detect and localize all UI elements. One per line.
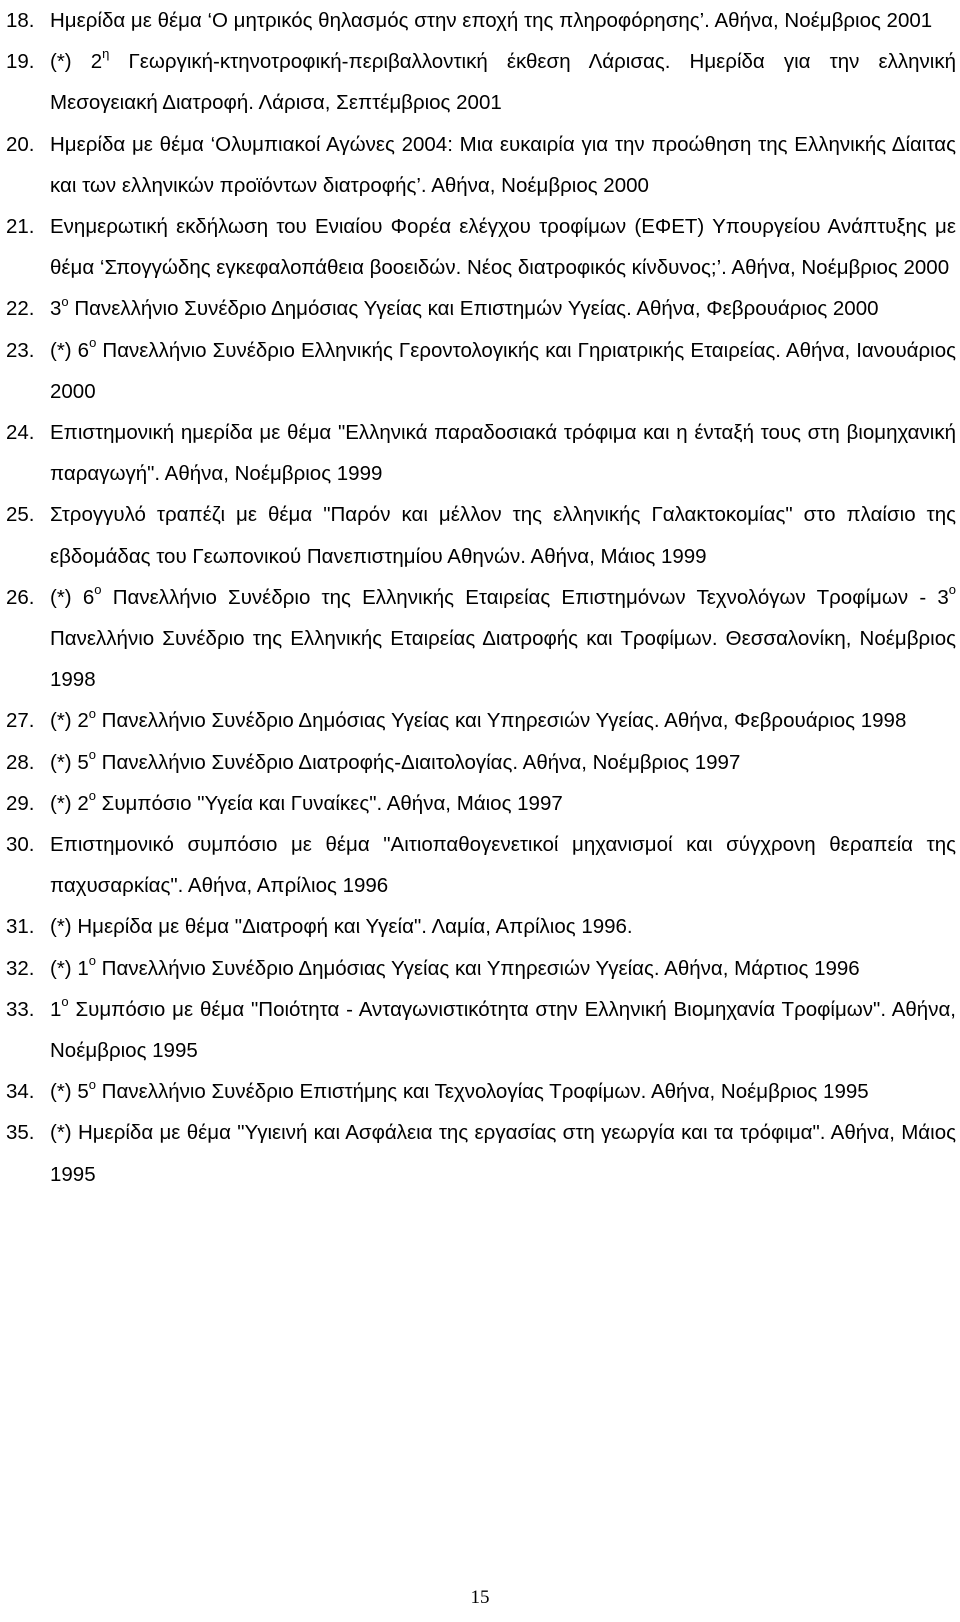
item-number: 32. bbox=[6, 956, 35, 980]
list-item bbox=[0, 700, 956, 741]
page-number: 15 bbox=[470, 1587, 490, 1608]
list-item bbox=[0, 948, 956, 989]
list-item bbox=[0, 989, 956, 1071]
list-item bbox=[0, 124, 956, 206]
item-number: 22. bbox=[6, 297, 35, 321]
item-number: 21. bbox=[6, 215, 35, 239]
item-text: Επιστημονική ημερίδα με θέμα "Ελληνικά παραδοσιακά τρόφιμα και η ένταξή τους στη βιομηχανική παραγωγή". Αθήνα, Νοέμβριος 1999 bbox=[50, 421, 956, 486]
item-text: (*) Ημερίδα με θέμα "Διατροφή και Υγεία". Λαμία, Απρίλιος 1996. bbox=[50, 915, 633, 939]
ordinal-superscript: ο bbox=[61, 293, 69, 309]
item-number: 26. bbox=[6, 585, 35, 609]
list-item bbox=[0, 412, 956, 494]
item-number: 34. bbox=[6, 1080, 35, 1104]
item-text: (*) $5^o$ Πανελλήνιο Συνέδριο Επιστήμης και Τεχνολογίας Τροφίμων. Αθήνα, Νοέμβριος 1995 bbox=[50, 1076, 869, 1104]
ordinal-superscript: ο bbox=[61, 994, 69, 1010]
item-number: 19. bbox=[6, 50, 35, 74]
item-number: 31. bbox=[6, 915, 35, 939]
item-text: (*) $2^\eta$ Γεωργική-κτηνοτροφική-περιβαλλοντική έκθεση Λάρισας. Ημερίδα για την ελληνική Μεσογειακή Διατροφή. Λάρισα, Σεπτέμβριος 2001 bbox=[50, 46, 956, 115]
item-text: (*) $5^o$ Πανελλήνιο Συνέδριο Διατροφής-Διαιτολογίας. Αθήνα, Νοέμβριος 1997 bbox=[50, 746, 741, 774]
item-text: (*) $2^o$ Συμπόσιο "Υγεία και Γυναίκες". Αθήνα, Μάιος 1997 bbox=[50, 788, 563, 815]
item-number: 28. bbox=[6, 750, 35, 774]
ordinal-superscript: η bbox=[102, 46, 110, 62]
list-item bbox=[0, 0, 956, 41]
item-text: (*) $6^o$ Πανελλήνιο Συνέδριο Ελληνικής Γεροντολογικής και Γηριατρικής Εταιρείας. Αθήνα, Ιανουάριος 2000 bbox=[50, 334, 956, 403]
ordinal-superscript: ο bbox=[948, 582, 956, 598]
item-number: 35. bbox=[6, 1121, 35, 1145]
item-number: 24. bbox=[6, 421, 35, 445]
item-number: 30. bbox=[6, 833, 35, 857]
item-text: Ημερίδα με θέμα ‘Ο μητρικός θηλασμός στην εποχή της πληροφόρησης’. Αθήνα, Νοέμβριος 2001 bbox=[50, 9, 933, 32]
item-number: 25. bbox=[6, 503, 35, 527]
item-number: 29. bbox=[6, 791, 35, 815]
item-text: (*) $6^o$ Πανελλήνιο Συνέδριο της Ελληνικής Εταιρείας Επιστημόνων Τεχνολόγων Τροφίμων - $3^o$ Πανελλήνιο Συνέδριο της Ελληνικής Εταιρείας Διατροφής και Τροφίμων. Θεσσαλονίκη, Νοέμβριος 1998 bbox=[50, 582, 956, 692]
item-text: Επιστημονικό συμπόσιο με θέμα "Αιτιοπαθογενετικοί μηχανισμοί και σύγχρονη θεραπεία της παχυσαρκίας". Αθήνα, Απρίλιος 1996 bbox=[50, 833, 956, 898]
list-item bbox=[0, 330, 956, 412]
item-number: 18. bbox=[6, 9, 35, 32]
item-text: (*) Ημερίδα με θέμα "Υγιεινή και Ασφάλεια της εργασίας στη γεωργία και τα τρόφιμα". Αθήνα, Μάιος 1995 bbox=[50, 1121, 956, 1186]
list-item bbox=[0, 494, 956, 576]
item-text: Ενημερωτική εκδήλωση του Ενιαίου Φορέα ελέγχου τροφίμων (ΕΦΕΤ) Υπουργείου Ανάπτυξης με θέμα ‘Σπογγώδης εγκεφαλοπάθεια βοοειδών. Νέος διατροφικός κίνδυνος;’. Αθήνα, Νοέμβριος 2000 bbox=[50, 215, 956, 280]
list-item bbox=[0, 288, 956, 329]
item-text: $1^o$ Συμπόσιο με θέμα "Ποιότητα - Ανταγωνιστικότητα στην Ελληνική Βιομηχανία Τροφίμων". Αθήνα, Νοέμβριος 1995 bbox=[50, 994, 956, 1063]
ordinal-superscript: ο bbox=[88, 788, 96, 804]
list-item bbox=[0, 41, 956, 123]
list-item bbox=[0, 824, 956, 906]
list-item bbox=[0, 206, 956, 288]
ordinal-superscript: ο bbox=[88, 705, 96, 721]
list-item bbox=[0, 742, 956, 783]
item-text: Ημερίδα με θέμα ‘Ολυμπιακοί Αγώνες 2004: Μια ευκαιρία για την προώθηση της Ελληνικής Δίαιτας και των ελληνικών προϊόντων διατροφής’. Αθήνα, Νοέμβριος 2000 bbox=[50, 132, 956, 197]
item-text: (*) $1^o$ Πανελλήνιο Συνέδριο Δημόσιας Υγείας και Υπηρεσιών Υγείας. Αθήνα, Μάρτιος 1996 bbox=[50, 952, 860, 980]
ordinal-superscript: ο bbox=[94, 582, 102, 598]
item-text: Στρογγυλό τραπέζι με θέμα "Παρόν και μέλλον της ελληνικής Γαλακτοκομίας" στο πλαίσιο της εβδομάδας του Γεωπονικού Πανεπιστημίου Αθηνών. Αθήνα, Μάιος 1999 bbox=[50, 503, 956, 568]
list-item bbox=[0, 1071, 956, 1112]
item-number: 23. bbox=[6, 338, 35, 362]
item-number: 20. bbox=[6, 132, 35, 156]
ordinal-superscript: ο bbox=[88, 1076, 96, 1092]
item-number: 33. bbox=[6, 997, 35, 1021]
list-item bbox=[0, 783, 956, 824]
list-item bbox=[0, 1112, 956, 1194]
item-text: (*) $2^o$ Πανελλήνιο Συνέδριο Δημόσιας Υγείας και Υπηρεσιών Υγείας. Αθήνα, Φεβρουάριος 1998 bbox=[50, 705, 907, 733]
list-item bbox=[0, 577, 956, 701]
ordinal-superscript: ο bbox=[89, 334, 97, 350]
item-text: $3^o$ Πανελλήνιο Συνέδριο Δημόσιας Υγείας και Επιστημών Υγείας. Αθήνα, Φεβρουάριος 2000 bbox=[50, 293, 879, 321]
ordinal-superscript: ο bbox=[88, 952, 96, 968]
ordinal-superscript: ο bbox=[88, 746, 96, 762]
item-number: 27. bbox=[6, 709, 35, 733]
list-item bbox=[0, 906, 956, 947]
